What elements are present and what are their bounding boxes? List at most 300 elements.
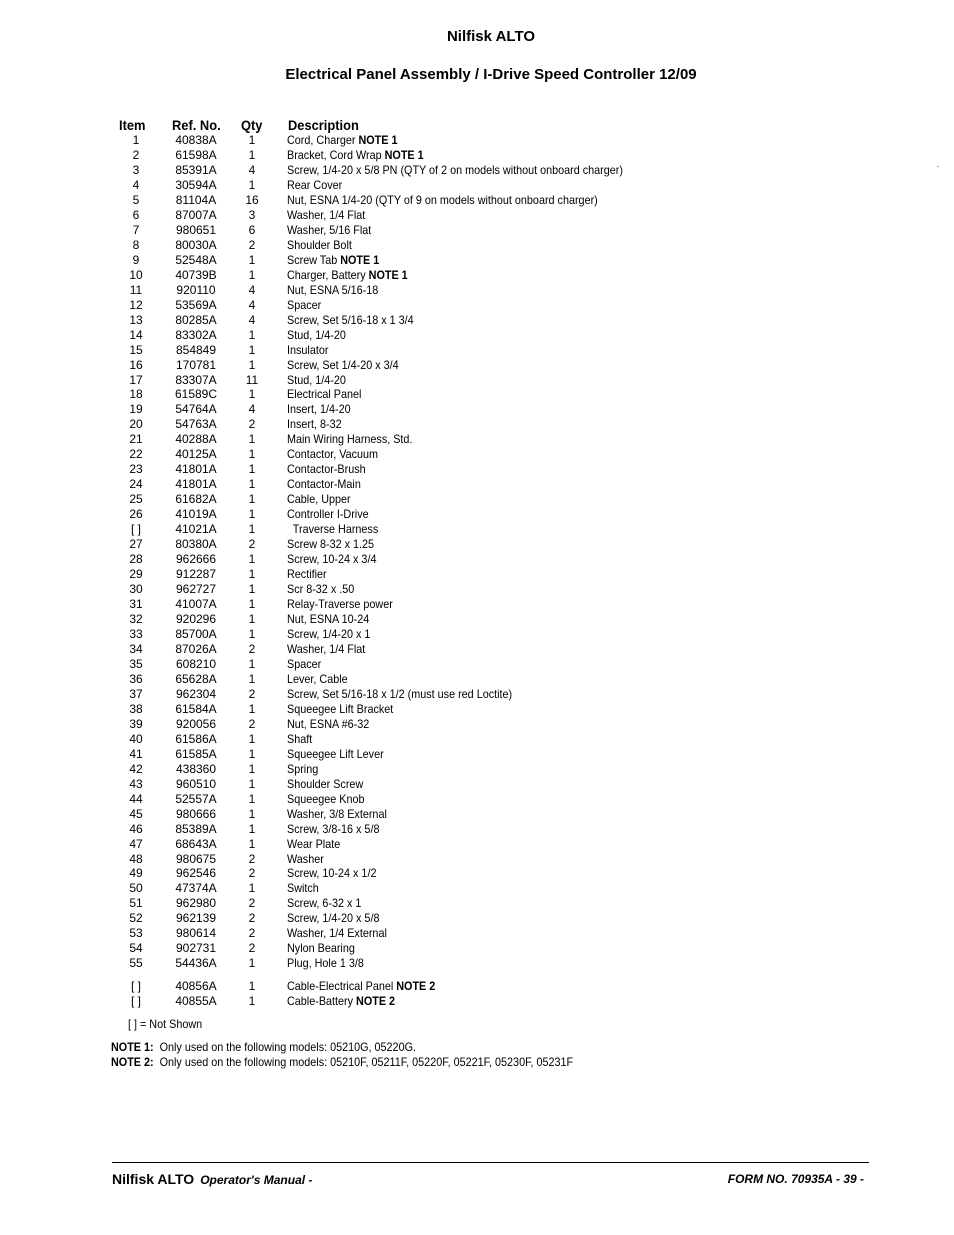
row-description (287, 822, 379, 837)
table-row (0, 732, 954, 747)
row-item: 27 (129, 537, 143, 552)
row-qty: 1 (248, 252, 256, 267)
row-qty: 1 (248, 671, 256, 686)
table-row (0, 627, 954, 642)
row-item: 53 (129, 926, 143, 941)
row-ref-no: 61589C (174, 387, 218, 402)
row-item: 44 (129, 791, 143, 806)
row-qty: 1 (248, 701, 256, 716)
note-2-label: NOTE 2: (111, 1055, 154, 1069)
table-row (0, 926, 954, 941)
row-description (287, 298, 321, 313)
row-item: 11 (129, 282, 143, 297)
row-item: 20 (129, 417, 143, 432)
row-ref-no: 85391A (175, 162, 217, 177)
table-row (0, 283, 954, 298)
table-row (0, 447, 954, 462)
row-ref-no: 52548A (175, 252, 217, 267)
column-header-qty: Qty (241, 117, 263, 133)
table-gap (0, 971, 954, 979)
row-qty: 1 (248, 746, 256, 761)
table-row (0, 537, 954, 552)
row-description (287, 223, 371, 238)
row-qty: 2 (248, 716, 256, 731)
row-ref-no: 962304 (175, 686, 217, 701)
row-ref-no: 962546 (175, 866, 217, 881)
row-item: 13 (129, 312, 143, 327)
row-ref-no: 40856A (175, 979, 217, 994)
row-qty: 4 (248, 282, 256, 297)
row-description (287, 462, 366, 477)
row-description (287, 717, 369, 732)
row-qty: 2 (248, 911, 256, 926)
row-description (287, 612, 369, 627)
row-description-text: Controller I-Drive (287, 507, 369, 522)
row-ref-no: 53569A (175, 297, 217, 312)
legend-not-shown: [ ] = Not Shown (128, 1017, 203, 1031)
row-description (287, 387, 361, 402)
row-note-ref: NOTE 1 (358, 133, 398, 147)
row-item: 26 (129, 507, 143, 522)
footer-brand: Nilfisk ALTO (112, 1171, 195, 1187)
row-ref-no: 41801A (175, 462, 217, 477)
table-row (0, 477, 954, 492)
row-ref-no: 40125A (175, 447, 217, 462)
table-row (0, 163, 954, 178)
row-qty: 1 (248, 447, 256, 462)
row-item: 18 (129, 387, 143, 402)
row-qty: 2 (248, 941, 256, 956)
row-item: 24 (129, 477, 143, 492)
row-description (287, 762, 318, 777)
row-description-text: Squeegee Lift Bracket (287, 701, 394, 716)
row-qty: 2 (248, 237, 256, 252)
row-qty: 1 (248, 626, 256, 641)
table-row (0, 268, 954, 283)
row-ref-no: 81104A (175, 192, 217, 207)
row-description (287, 657, 321, 672)
row-ref-no: 61682A (175, 492, 217, 507)
row-description-text: Shaft (287, 731, 313, 746)
footer-manual: Operator's Manual - (200, 1173, 313, 1187)
row-item: 5 (132, 192, 140, 207)
row-description-text: Cord, Charger (287, 133, 359, 147)
row-description-text: Lever, Cable (287, 671, 348, 686)
row-description-text: Washer, 1/4 External (287, 926, 387, 941)
row-item: 50 (129, 881, 143, 896)
row-qty: 1 (248, 522, 256, 537)
row-qty: 1 (248, 731, 256, 746)
row-qty: 1 (248, 776, 256, 791)
row-ref-no: 30594A (175, 177, 217, 192)
table-row (0, 979, 954, 994)
row-qty: 2 (248, 926, 256, 941)
row-ref-no: 902731 (175, 941, 217, 956)
row-description (287, 642, 365, 657)
row-description (287, 896, 361, 911)
row-item: 12 (129, 297, 143, 312)
row-description-text: Screw, 3/8-16 x 5/8 (287, 821, 380, 836)
row-description-text: Spring (287, 761, 319, 776)
row-item: 14 (129, 327, 143, 342)
table-row (0, 328, 954, 343)
row-item: 42 (129, 761, 143, 776)
row-description (287, 552, 376, 567)
page-title: Electrical Panel Assembly / I-Drive Speed Controller 12/09 (285, 66, 697, 83)
row-qty: 1 (248, 387, 256, 402)
row-description (287, 358, 399, 373)
row-ref-no: 47374A (175, 881, 217, 896)
row-description (287, 537, 374, 552)
table-row (0, 373, 954, 388)
table-row (0, 522, 954, 537)
row-description-text: Rectifier (287, 567, 327, 582)
row-item: 38 (129, 701, 143, 716)
table-row (0, 193, 954, 208)
footer-form-number: FORM NO. 70935A - 39 - (727, 1172, 864, 1186)
row-note-ref: NOTE 1 (384, 147, 424, 162)
row-description-text: Screw, 6-32 x 1 (287, 896, 362, 911)
row-description-text: Insulator (287, 342, 329, 357)
row-qty: 1 (248, 612, 256, 626)
row-ref-no: 61585A (175, 746, 217, 761)
row-description-text: Nut, ESNA #6-32 (287, 716, 370, 731)
row-qty: 11 (245, 372, 259, 387)
row-description (287, 866, 376, 881)
row-qty: 16 (245, 192, 259, 207)
row-ref-no: 40739B (175, 267, 217, 282)
row-item: 49 (129, 866, 143, 881)
table-row (0, 881, 954, 896)
row-description-text: Nylon Bearing (287, 941, 355, 956)
row-description-text: Screw, 10-24 x 1/2 (287, 866, 377, 881)
row-ref-no: 41019A (175, 507, 217, 522)
row-item: 1 (132, 133, 140, 147)
row-qty: 1 (248, 567, 256, 582)
header-brand: Nilfisk ALTO (446, 28, 536, 45)
row-description (287, 373, 346, 388)
row-ref-no: 438360 (175, 761, 217, 776)
row-note-ref: NOTE 2 (396, 979, 436, 994)
row-description (287, 522, 378, 537)
table-row (0, 807, 954, 822)
row-description (287, 627, 370, 642)
row-qty: 1 (248, 994, 256, 1009)
row-ref-no: 960510 (175, 776, 217, 791)
row-ref-no: 40855A (175, 994, 217, 1009)
row-description (287, 881, 319, 896)
table-row (0, 223, 954, 238)
row-ref-no: 65628A (175, 671, 217, 686)
row-ref-no: 40838A (175, 133, 217, 147)
row-description-text: Screw, Set 5/16-18 x 1/2 (must use red Loctite) (287, 686, 513, 701)
row-description-text: Traverse Harness (287, 522, 379, 537)
row-qty: 4 (248, 312, 256, 327)
row-qty: 4 (248, 297, 256, 312)
row-qty: 1 (248, 267, 256, 282)
row-item: 36 (129, 671, 143, 686)
row-ref-no: 170781 (175, 357, 217, 372)
row-description-text: Scr 8-32 x .50 (287, 582, 355, 597)
row-item: 7 (132, 222, 140, 237)
row-item: 15 (129, 342, 143, 357)
row-ref-no: 61586A (175, 731, 217, 746)
row-description (287, 417, 342, 432)
row-description-text: Squeegee Lift Lever (287, 746, 384, 761)
row-item: 40 (129, 731, 143, 746)
row-ref-no: 608210 (175, 656, 217, 671)
row-qty: 2 (248, 686, 256, 701)
row-item: 4 (132, 177, 140, 192)
row-qty: 1 (248, 806, 256, 821)
table-row (0, 837, 954, 852)
row-description (287, 994, 395, 1009)
row-qty: 1 (248, 836, 256, 851)
row-description (287, 747, 384, 762)
row-qty: 1 (248, 357, 256, 372)
row-item: 54 (129, 941, 143, 956)
row-description (287, 163, 623, 178)
row-qty: 1 (248, 881, 256, 896)
row-item: 8 (132, 237, 140, 252)
row-item: 34 (129, 641, 143, 656)
footer-divider (112, 1162, 869, 1163)
row-description-text: Rear Cover (287, 177, 343, 192)
row-description (287, 732, 312, 747)
row-description (287, 402, 351, 417)
table-row (0, 387, 954, 402)
row-ref-no: 87007A (175, 207, 217, 222)
row-item: 55 (129, 956, 143, 971)
table-row (0, 911, 954, 926)
table-row (0, 866, 954, 881)
row-ref-no: 920056 (175, 716, 217, 731)
table-row (0, 941, 954, 956)
row-description-text: Screw, 1/4-20 x 5/8 PN (QTY of 2 on models without onboard charger) (287, 162, 623, 177)
row-description (287, 238, 352, 253)
row-qty: 2 (248, 417, 256, 432)
row-description (287, 582, 354, 597)
row-item: [ ] (130, 994, 141, 1009)
row-qty: 2 (248, 866, 256, 881)
row-description (287, 852, 324, 867)
row-item: 19 (129, 402, 143, 417)
row-description (287, 507, 369, 522)
row-description (287, 148, 424, 163)
row-ref-no: 41007A (175, 597, 217, 612)
table-row (0, 462, 954, 477)
footer-left (112, 1171, 312, 1187)
row-qty: 1 (248, 597, 256, 612)
row-qty: 1 (248, 133, 256, 147)
row-ref-no: 980614 (175, 926, 217, 941)
stray-mark: . (937, 160, 940, 169)
row-qty: 1 (248, 342, 256, 357)
row-description-text: Spacer (287, 297, 322, 312)
note-2 (111, 1055, 573, 1069)
table-row (0, 582, 954, 597)
row-qty: 2 (248, 896, 256, 911)
row-description (287, 956, 364, 971)
row-description-text: Insert, 8-32 (287, 417, 342, 432)
row-description-text: Stud, 1/4-20 (287, 327, 346, 342)
row-item: 10 (129, 267, 143, 282)
table-row (0, 687, 954, 702)
row-description (287, 807, 387, 822)
row-item: 16 (129, 357, 143, 372)
row-qty: 1 (248, 979, 256, 994)
column-header-ref-no: Ref. No. (172, 117, 221, 133)
table-row (0, 358, 954, 373)
row-item: 45 (129, 806, 143, 821)
row-description (287, 941, 355, 956)
row-item: 48 (129, 851, 143, 866)
row-qty: 3 (248, 207, 256, 222)
row-ref-no: 41801A (175, 477, 217, 492)
row-description (287, 253, 379, 268)
row-ref-no: 61598A (175, 147, 217, 162)
row-qty: 1 (248, 582, 256, 597)
table-row (0, 612, 954, 627)
row-qty: 1 (248, 432, 256, 447)
row-description (287, 208, 365, 223)
row-item: 23 (129, 462, 143, 477)
table-row (0, 762, 954, 777)
row-description-text: Plug, Hole 1 3/8 (287, 956, 364, 971)
row-description (287, 687, 512, 702)
table-row (0, 298, 954, 313)
row-ref-no: 83302A (175, 327, 217, 342)
row-description (287, 672, 348, 687)
row-item: 9 (132, 252, 140, 267)
row-description-text: Screw, 1/4-20 x 1 (287, 626, 371, 641)
parts-table (0, 133, 954, 1009)
row-description (287, 567, 327, 582)
row-description-text: Bracket, Cord Wrap (287, 147, 385, 162)
row-qty: 4 (248, 402, 256, 417)
row-item: 43 (129, 776, 143, 791)
table-row (0, 994, 954, 1009)
row-description (287, 178, 342, 193)
row-qty: 4 (248, 162, 256, 177)
row-description (287, 193, 598, 208)
row-description-text: Washer, 5/16 Flat (287, 222, 372, 237)
row-description (287, 837, 340, 852)
row-qty: 1 (248, 761, 256, 776)
row-qty: 1 (248, 821, 256, 836)
table-row (0, 178, 954, 193)
row-description-text: Spacer (287, 656, 322, 671)
row-qty: 1 (248, 656, 256, 671)
row-ref-no: 61584A (175, 701, 217, 716)
row-description-text: Nut, ESNA 1/4-20 (QTY of 9 on models without onboard charger) (287, 192, 598, 207)
row-item: 28 (129, 552, 143, 567)
row-description (287, 702, 393, 717)
row-ref-no: 68643A (175, 836, 217, 851)
row-ref-no: 83307A (175, 372, 217, 387)
column-header-description: Description (288, 117, 359, 133)
row-description (287, 343, 328, 358)
table-row (0, 642, 954, 657)
row-ref-no: 980651 (175, 222, 217, 237)
row-ref-no: 52557A (175, 791, 217, 806)
row-description-text: Screw, 1/4-20 x 5/8 (287, 911, 380, 926)
row-description-text: Charger, Battery (287, 267, 369, 282)
table-row (0, 552, 954, 567)
row-item: 52 (129, 911, 143, 926)
table-row (0, 717, 954, 732)
row-qty: 1 (248, 507, 256, 522)
row-ref-no: 920110 (176, 282, 216, 297)
row-ref-no: 85700A (175, 626, 217, 641)
row-ref-no: 54763A (175, 417, 217, 432)
row-ref-no: 854849 (175, 342, 217, 357)
row-ref-no: 980666 (175, 806, 217, 821)
row-description (287, 597, 393, 612)
row-description-text: Cable-Battery (287, 994, 357, 1009)
row-note-ref: NOTE 1 (340, 252, 380, 267)
row-ref-no: 54436A (175, 956, 217, 971)
row-description (287, 979, 435, 994)
row-ref-no: 80285A (175, 312, 217, 327)
row-item: [ ] (130, 522, 141, 537)
row-ref-no: 912287 (175, 567, 217, 582)
row-description (287, 283, 378, 298)
row-qty: 1 (248, 177, 256, 192)
row-qty: 6 (248, 222, 256, 237)
row-item: 3 (132, 162, 140, 177)
row-description (287, 477, 361, 492)
column-header-item: Item (119, 117, 146, 133)
row-ref-no: 54764A (175, 402, 217, 417)
row-ref-no: 962139 (175, 911, 217, 926)
row-description-text: Wear Plate (287, 836, 341, 851)
table-row (0, 822, 954, 837)
table-row (0, 852, 954, 867)
table-row (0, 238, 954, 253)
row-description-text: Squeegee Knob (287, 791, 365, 806)
row-description-text: Switch (287, 881, 319, 896)
row-ref-no: 980675 (175, 851, 217, 866)
row-description (287, 492, 351, 507)
table-row (0, 567, 954, 582)
table-row (0, 313, 954, 328)
row-qty: 1 (248, 462, 256, 477)
row-item: 47 (129, 836, 143, 851)
row-description (287, 792, 364, 807)
row-description-text: Washer (287, 851, 324, 866)
row-description (287, 447, 378, 462)
row-note-ref: NOTE 1 (368, 267, 408, 282)
note-1 (111, 1040, 416, 1054)
row-description-text: Washer, 1/4 Flat (287, 641, 366, 656)
row-description (287, 926, 387, 941)
row-description (287, 432, 412, 447)
row-description-text: Main Wiring Harness, Std. (287, 432, 413, 447)
note-1-text: Only used on the following models: 05210G, 05220G. (153, 1040, 416, 1054)
row-description-text: Shoulder Screw (287, 776, 364, 791)
row-description-text: Washer, 1/4 Flat (287, 207, 366, 222)
row-ref-no: 962980 (175, 896, 217, 911)
note-2-text: Only used on the following models: 05210F, 05211F, 05220F, 05221F, 05230F, 05231F (153, 1055, 574, 1069)
table-row (0, 956, 954, 971)
table-row (0, 896, 954, 911)
row-qty: 1 (248, 492, 256, 507)
table-row (0, 657, 954, 672)
row-description-text: Contactor-Brush (287, 462, 366, 477)
row-ref-no: 85389A (175, 821, 217, 836)
row-item: 33 (129, 626, 143, 641)
